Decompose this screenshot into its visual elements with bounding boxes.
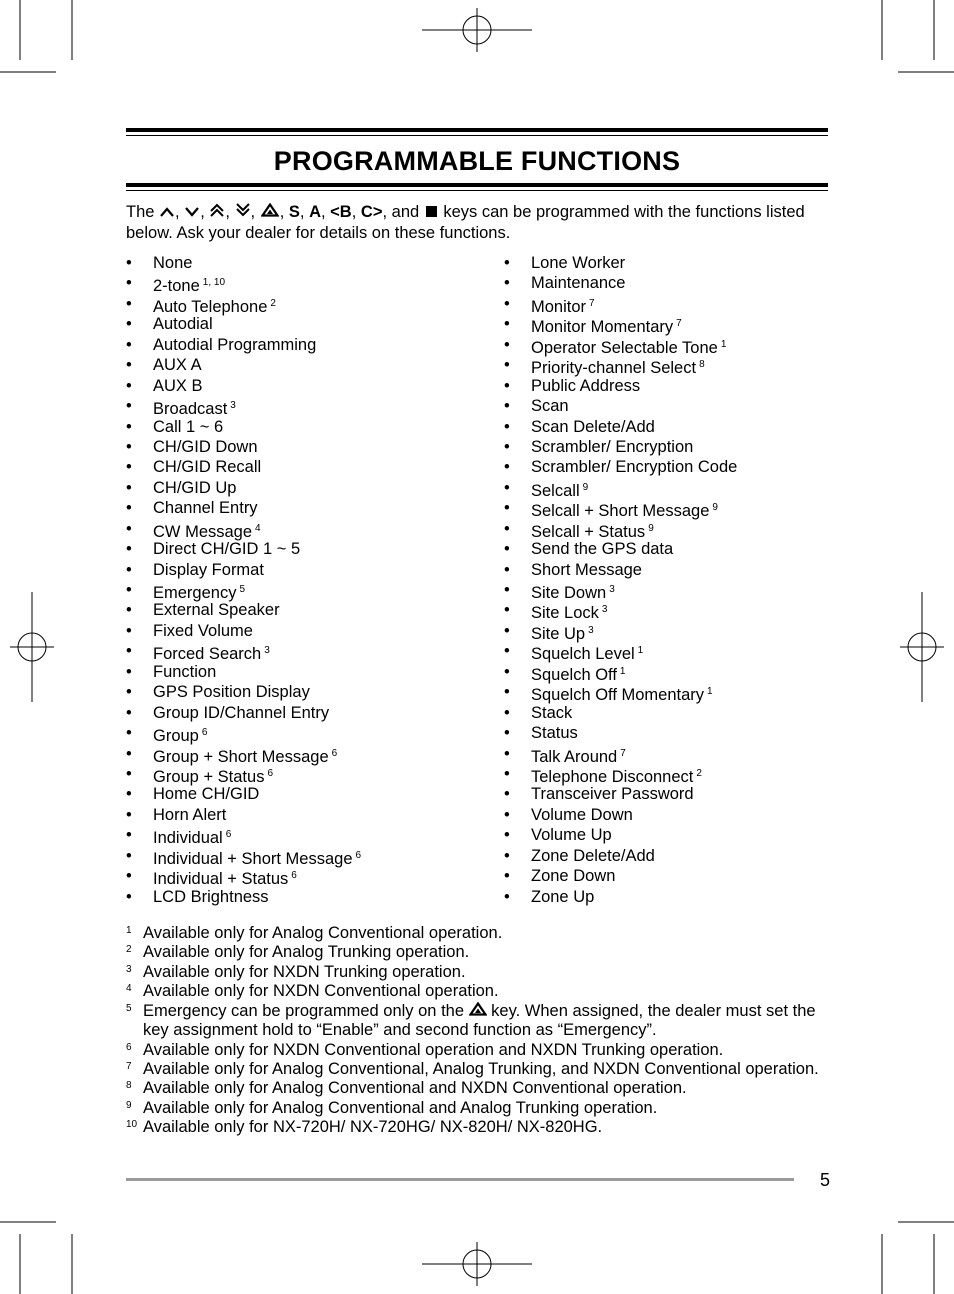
footnote-text: Available only for Analog Conventional and Analog Trunking operation. <box>143 1098 658 1117</box>
function-item <box>126 846 361 866</box>
function-label: Fixed Volume <box>153 621 253 640</box>
function-item <box>126 641 361 664</box>
function-label: Zone Down <box>531 867 616 886</box>
function-item <box>504 805 737 825</box>
intro-sep: , <box>321 203 331 221</box>
footnote-text: Available only for NXDN Conventional operation. <box>143 982 499 1001</box>
footnote-ref: 3 <box>588 624 594 636</box>
function-item <box>126 744 361 764</box>
function-item <box>504 682 737 705</box>
function-label: Direct CH/GID 1 ~ 5 <box>153 540 301 559</box>
function-item <box>504 437 737 457</box>
function-label: Horn Alert <box>153 805 227 824</box>
function-item <box>504 784 737 804</box>
key-s: S <box>288 203 300 221</box>
function-item <box>126 825 361 848</box>
footnote-ref: 6 <box>355 849 362 861</box>
function-item <box>126 560 361 580</box>
function-label: CH/GID Up <box>153 478 237 497</box>
footnote-text: Available only for Analog Conventional and NXDN Conventional operation. <box>143 1079 687 1098</box>
function-label: Monitor Momentary <box>531 318 674 337</box>
footnote-ref: 3 <box>264 645 270 657</box>
function-label: Squelch Level <box>531 645 635 664</box>
function-item <box>504 621 737 641</box>
function-label: Group + Short Message <box>153 747 329 766</box>
footnote-number: 4 <box>126 983 132 995</box>
title-rule-bottom-thick <box>126 183 828 187</box>
function-item <box>504 580 737 600</box>
function-item <box>504 825 737 845</box>
function-label: Maintenance <box>531 274 626 293</box>
arrow-down-icon <box>185 202 199 223</box>
footnote-ref: 9 <box>582 481 589 493</box>
title-rule-bottom-thin <box>126 190 828 191</box>
footnote-text: Emergency can be programmed only on the <box>143 1001 469 1020</box>
footnote-number: 9 <box>126 1099 132 1111</box>
footnote-ref: 6 <box>291 870 297 882</box>
function-item <box>504 498 737 521</box>
double-arrow-down-icon <box>236 202 250 223</box>
function-label: Zone Delete/Add <box>531 846 655 865</box>
function-item <box>126 396 361 419</box>
intro-sep: , <box>250 203 260 221</box>
footnote-number: 1 <box>126 925 132 936</box>
footnotes <box>126 924 828 1138</box>
function-item <box>126 355 361 375</box>
function-label: 2-tone <box>153 277 200 296</box>
square-key-icon <box>426 206 437 217</box>
function-item <box>126 539 361 559</box>
function-item <box>504 519 737 539</box>
function-label: Operator Selectable Tone <box>531 338 718 357</box>
footnote-ref: 8 <box>699 359 705 371</box>
function-label: Send the GPS data <box>531 540 674 559</box>
function-item <box>126 498 361 518</box>
footnote-ref: 1 <box>619 665 626 677</box>
footnote-ref: 3 <box>230 400 236 412</box>
key-b: <B <box>330 203 352 221</box>
function-item <box>126 866 361 889</box>
function-label: Individual + Short Message <box>153 849 353 868</box>
function-item <box>504 417 737 437</box>
function-item <box>504 335 737 355</box>
footnote-ref: 1 <box>637 645 644 657</box>
function-label: Scrambler/ Encryption <box>531 437 694 456</box>
function-label: Short Message <box>531 560 642 579</box>
function-label: Zone Up <box>531 887 595 906</box>
function-item <box>126 682 361 702</box>
function-label: Priority-channel Select <box>531 359 697 378</box>
intro-sep: , <box>225 203 235 221</box>
footnote-ref: 2 <box>270 297 276 309</box>
function-item <box>126 273 361 296</box>
function-label: Group <box>153 727 199 746</box>
footnote-text: Available only for Analog Conventional, Analog Trunking, and NXDN Conventional operation. <box>143 1059 819 1078</box>
function-item <box>126 887 361 907</box>
function-label: Lone Worker <box>531 254 626 272</box>
function-item <box>504 294 737 314</box>
function-item <box>504 253 737 273</box>
function-label: Call 1 ~ 6 <box>153 417 224 436</box>
function-item <box>504 355 737 378</box>
function-label: Squelch Off <box>531 665 617 684</box>
function-label: Broadcast <box>153 400 228 419</box>
footnote-ref: 7 <box>620 747 626 759</box>
function-item <box>504 560 737 580</box>
function-item <box>126 764 361 784</box>
function-item <box>504 887 737 907</box>
footnote <box>126 1118 828 1137</box>
function-label: Forced Search <box>153 645 262 664</box>
function-item <box>126 703 361 723</box>
page-number: 5 <box>819 1170 830 1190</box>
footnote <box>126 963 828 982</box>
footnote-number: 3 <box>126 963 132 975</box>
function-label: Selcall + Short Message <box>531 502 710 521</box>
function-label: Monitor <box>531 297 587 316</box>
function-label: CW Message <box>153 522 253 541</box>
function-label: Emergency <box>153 584 237 602</box>
intro-sep: , <box>200 203 210 221</box>
functions-list-right <box>504 253 737 907</box>
function-item <box>504 396 737 416</box>
footnote-ref: 2 <box>696 767 702 779</box>
function-label: Stack <box>531 703 573 722</box>
footnote-ref: 5 <box>239 584 246 595</box>
function-label: CH/GID Recall <box>153 458 262 477</box>
function-item <box>126 314 361 334</box>
footnote-ref: 9 <box>712 502 718 514</box>
function-label: Home CH/GID <box>153 785 260 804</box>
function-item <box>504 662 737 682</box>
arrow-up-icon <box>160 202 174 223</box>
footnote-number: 6 <box>126 1041 132 1053</box>
intro-text: The <box>126 203 160 221</box>
footnote-text: Available only for Analog Conventional operation. <box>143 924 503 942</box>
title-rule-top-thick <box>126 128 828 132</box>
function-label: Public Address <box>531 376 641 395</box>
function-item <box>504 703 737 723</box>
footnote-ref: 1 <box>707 686 713 698</box>
intro-text: , and <box>382 203 424 221</box>
footnote-ref: 1, 10 <box>202 277 226 289</box>
function-item <box>504 764 737 784</box>
function-item <box>504 846 737 866</box>
footnote-ref: 9 <box>648 522 654 534</box>
footnote <box>126 1002 828 1041</box>
function-item <box>126 784 361 804</box>
intro-sep: , <box>279 203 289 221</box>
intro-text: keys can be programmed with the functions listed below. Ask your dealer for details on these functions. <box>126 203 805 243</box>
key-a: A <box>309 203 321 221</box>
function-label: Scan Delete/Add <box>531 417 655 436</box>
function-item <box>504 600 737 623</box>
footnote-ref: 6 <box>201 727 208 739</box>
footnote-number: 2 <box>126 944 132 956</box>
footnote-ref: 6 <box>331 747 338 759</box>
footnote-text: key. When assigned, the dealer must set the key assignment hold to “Enable” and second function as “Emergency”. <box>143 1001 816 1040</box>
footnote <box>126 1041 828 1060</box>
function-label: Status <box>531 724 578 743</box>
footnote-text: Available only for NXDN Trunking operation. <box>143 962 466 981</box>
function-label: Selcall + Status <box>531 522 646 541</box>
functions-list-left <box>126 253 361 907</box>
function-item <box>126 580 361 600</box>
footnote-number: 8 <box>126 1080 132 1092</box>
function-label: Selcall <box>531 481 580 500</box>
function-item <box>126 417 361 437</box>
function-label: AUX B <box>153 376 203 395</box>
function-item <box>504 457 737 477</box>
function-item <box>504 866 737 886</box>
footnote-ref: 6 <box>267 767 274 779</box>
footnote-ref: 7 <box>589 297 595 309</box>
footnote-ref: 4 <box>255 522 261 534</box>
function-item <box>126 519 361 539</box>
function-label: Group ID/Channel Entry <box>153 703 330 722</box>
function-label: Group + Status <box>153 767 265 786</box>
function-item <box>504 723 737 743</box>
function-label: Autodial Programming <box>153 335 317 354</box>
function-item <box>126 478 361 498</box>
function-item <box>504 641 737 664</box>
footnote-ref: 6 <box>225 829 232 841</box>
emergency-triangle-key-icon <box>261 202 279 223</box>
function-label: Volume Down <box>531 805 633 824</box>
footnote-number: 10 <box>126 1119 138 1131</box>
footnote-number: 5 <box>126 1002 132 1014</box>
page-title: PROGRAMMABLE FUNCTIONS <box>273 146 681 176</box>
function-item <box>126 253 361 273</box>
function-label: Site Lock <box>531 604 599 623</box>
function-item <box>126 437 361 457</box>
function-item <box>126 621 361 641</box>
footnote-text: Available only for NX-720H/ NX-720HG/ NX-820H/ NX-820HG. <box>143 1118 603 1137</box>
function-label: AUX A <box>153 356 202 375</box>
footnote-ref: 7 <box>676 318 682 330</box>
function-label: Scan <box>531 397 569 416</box>
function-label: None <box>153 254 193 272</box>
function-item <box>126 600 361 620</box>
footnote-text: Available only for Analog Trunking operation. <box>143 943 470 962</box>
function-item <box>504 744 737 764</box>
function-label: Site Up <box>531 624 586 643</box>
function-item <box>126 662 361 682</box>
footnote <box>126 982 828 1001</box>
title-rule-top-thin <box>126 135 828 136</box>
function-item <box>504 539 737 559</box>
footnote-number: 7 <box>126 1060 132 1072</box>
double-arrow-up-icon <box>210 202 224 223</box>
intro-sep: , <box>175 203 185 221</box>
function-label: Display Format <box>153 560 264 579</box>
function-label: Transceiver Password <box>531 785 694 804</box>
emergency-triangle-key-icon <box>469 1002 487 1021</box>
function-item <box>126 376 361 396</box>
function-label: Channel Entry <box>153 499 258 518</box>
footnote-ref: 3 <box>601 604 608 616</box>
function-label: Volume Up <box>531 826 612 845</box>
intro-paragraph <box>126 202 828 244</box>
function-label: Autodial <box>153 315 213 334</box>
function-label: Individual + Status <box>153 870 289 889</box>
function-label: Auto Telephone <box>153 297 268 316</box>
footnote <box>126 1060 828 1079</box>
function-item <box>126 805 361 825</box>
function-label: Talk Around <box>531 747 618 766</box>
function-label: Individual <box>153 829 223 848</box>
function-label: Scrambler/ Encryption Code <box>531 458 738 477</box>
function-label: Site Down <box>531 584 607 602</box>
function-item <box>504 478 737 498</box>
key-c: C> <box>360 203 383 221</box>
footnote-ref: 1 <box>720 338 727 350</box>
function-item <box>126 457 361 477</box>
footnote <box>126 1079 828 1098</box>
function-item <box>504 273 737 293</box>
function-item <box>504 314 737 337</box>
intro-sep: , <box>351 203 361 221</box>
function-label: Function <box>153 662 217 681</box>
function-item <box>126 335 361 355</box>
footnote-text: Available only for NXDN Conventional operation and NXDN Trunking operation. <box>143 1040 724 1059</box>
intro-sep: , <box>299 203 310 221</box>
footnote-ref: 3 <box>609 584 615 595</box>
footnote <box>126 943 828 962</box>
function-item <box>126 723 361 746</box>
footnote <box>126 924 828 943</box>
function-label: LCD Brightness <box>153 887 269 906</box>
footnote <box>126 1099 828 1118</box>
function-label: GPS Position Display <box>153 683 310 702</box>
function-label: External Speaker <box>153 601 280 620</box>
function-label: Squelch Off Momentary <box>531 686 705 705</box>
function-item <box>126 294 361 314</box>
footer-rule <box>126 1178 794 1181</box>
function-item <box>504 376 737 396</box>
function-label: CH/GID Down <box>153 437 258 456</box>
function-label: Telephone Disconnect <box>531 767 694 786</box>
